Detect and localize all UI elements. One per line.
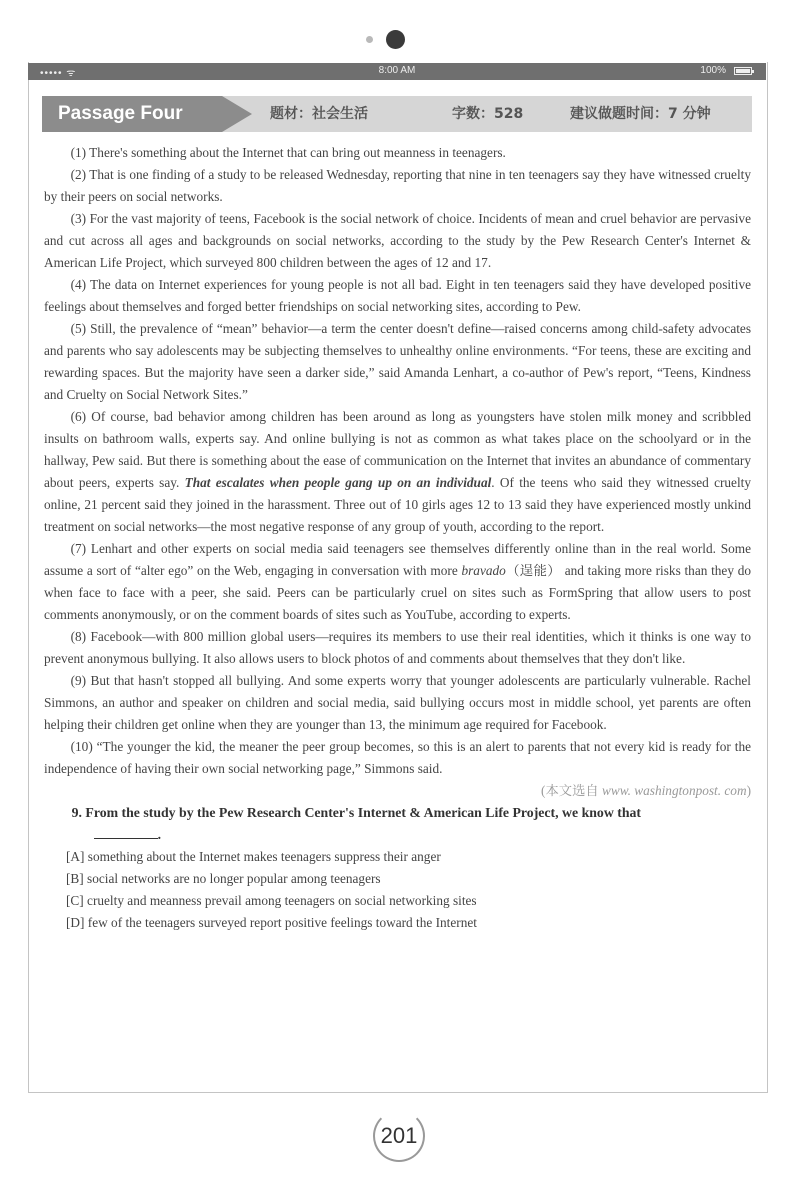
paragraph-6: [44, 406, 751, 538]
option-d[interactable]: [D] few of the teenagers surveyed report positive feelings toward the Internet: [66, 915, 477, 930]
source-citation: (本文选自 www. washingtonpost. com): [541, 783, 751, 798]
page-number-ring: [373, 1110, 425, 1162]
option-c[interactable]: [C] cruelty and meanness prevail among teenagers on social networking sites: [66, 893, 477, 908]
status-time: 8:00 AM: [378, 65, 416, 76]
option-b[interactable]: [B] social networks are no longer popular among teenagers: [66, 871, 381, 886]
battery-icon: [734, 67, 752, 75]
passage-body: [44, 142, 751, 934]
passage-title: Passage Four: [42, 96, 222, 132]
question-blank-line: .: [44, 824, 751, 846]
answer-blank: [94, 824, 158, 839]
question-stem: 9. From the study by the Pew Research Center's Internet & American Life Project, we know that: [71, 805, 641, 820]
battery-percentage: 100%: [700, 65, 726, 76]
option-a[interactable]: [A] something about the Internet makes teenagers suppress their anger: [66, 849, 441, 864]
passage-topic: 题材：社会生活: [270, 106, 368, 122]
paragraph-3: (3) For the vast majority of teens, Facebook is the social network of choice. Incidents of mean and cruel behavior are pervasive and cut across all ages and backgrounds on social networks, according to the study by the Pew Research Center's Internet & American Life Project, which surveyed 800 children between the ages of 12 and 17.: [44, 211, 751, 270]
passage-suggested-time: 建议做题时间：7 分钟: [570, 106, 711, 122]
p6-before: (6) Of course, bad behavior among children has been around as long as youngsters have stolen milk money and scribbled insults on bathroom walls, experts say. And online bullying is not as common as what takes place on the schoolyard or in the hallway, Pew said. But there is something about the ease of communication on the Internet that invites an abundance of commentary about peers, experts say.: [44, 409, 751, 490]
p6-emphasis: That escalates when people gang up on an individual: [184, 475, 492, 490]
answer-options: [44, 846, 751, 934]
p6-after: . Of the teens who said they witnessed cruelty online, 21 percent said they joined in the harassment. Three out of 10 girls ages 12 to 13 said they have experienced mostly unkind treatment on social networks—the most negative response of any group of youth, according to the report.: [44, 475, 751, 534]
paragraph-4: (4) The data on Internet experiences for young people is not all bad. Eight in ten teenagers said they have developed positive feelings about themselves and forged better friendships on social networking sites, according to Pew.: [44, 277, 751, 314]
page-dot-inactive: [366, 36, 373, 43]
signal-icon: ••••• ᯤ: [40, 68, 77, 79]
p7-after: and taking more risks than they do when face to face with a peer, she said. Peers can be particularly cruel on sites such as FormSpring that allow users to post comments anonymously, or on the comment boards of sites such as YouTube, according to experts.: [44, 563, 752, 622]
p7-before: (7) Lenhart and other experts on social media said teenagers see themselves differently online than in the real world. Some assume a sort of “alter ego” on the Web, engaging in conversation with more: [44, 541, 751, 578]
paragraph-2: (2) That is one finding of a study to be released Wednesday, reporting that nine in ten teenagers say they have witnessed cruelty by their peers on social networks.: [44, 167, 751, 204]
page-dot-active: [386, 30, 405, 49]
status-bar: [28, 63, 766, 80]
paragraph-9: (9) But that hasn't stopped all bullying. And some experts worry that younger adolescents are particularly vulnerable. Rachel Simmons, an author and speaker on children and social media, said bullying occurs most in middle school, yet parents are often helping their children get online when they are younger than 13, the minimum age required for Facebook.: [44, 673, 751, 732]
paragraph-7: [44, 538, 751, 626]
passage-word-count: 字数：528: [452, 106, 524, 122]
p7-gloss: （逞能）: [505, 563, 561, 578]
paragraph-10: (10) “The younger the kid, the meaner the peer group becomes, so this is an alert to parents that not every kid is ready for the independence of having their own social networking page,” Simmons said.: [44, 739, 751, 776]
passage-header: [42, 96, 752, 132]
paragraph-8: (8) Facebook—with 800 million global users—requires its members to use their real identities, which it thinks is one way to prevent anonymous bullying. It also allows users to block photos of and comments about themselves that they don't like.: [44, 629, 751, 666]
paragraph-5: (5) Still, the prevalence of “mean” behavior—a term the center doesn't define—raised concerns among child-safety advocates and parents who say adolescents may be subjecting themselves to unhealthy online environments. “For teens, these are exciting and rewarding spaces. But the majority have seen a darker side,” said Amanda Lenhart, a co-author of Pew's report, “Teens, Kindness and Cruelty on Social Network Sites.”: [44, 321, 751, 402]
p7-term: bravado: [461, 563, 506, 578]
source-site: www. washingtonpost. com: [602, 783, 747, 798]
page-indicator: [0, 30, 800, 50]
paragraph-1: (1) There's something about the Internet that can bring out meanness in teenagers.: [70, 145, 506, 160]
passage-arrow: [222, 96, 252, 132]
page-number: 201: [373, 1110, 425, 1162]
